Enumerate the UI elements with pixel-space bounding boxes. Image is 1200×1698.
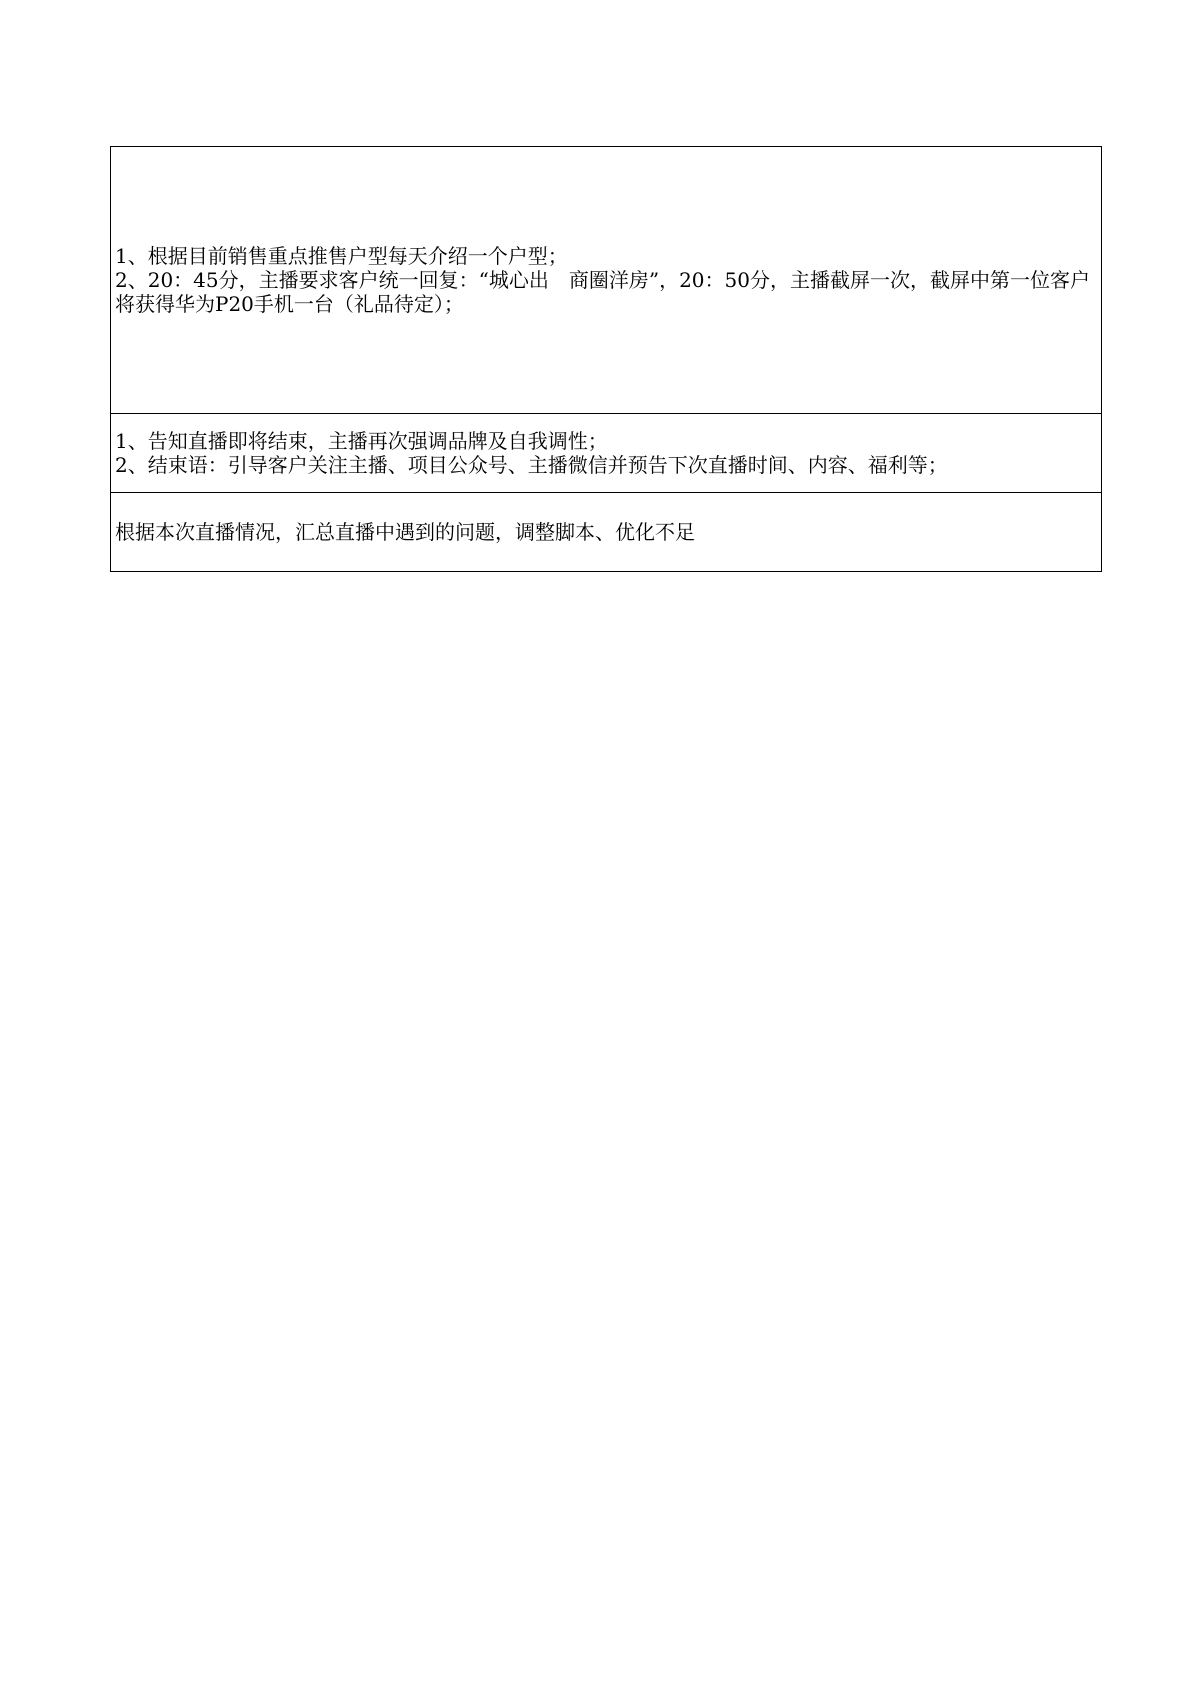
table-row xyxy=(111,147,1102,414)
cell-line: 2、20：45分，主播要求客户统一回复：“城心出 商圈洋房”，20：50分，主播截屏一次，截屏中第一位客户将获得华为P20手机一台（礼品待定）； xyxy=(115,268,1090,316)
cell-line: 1、根据目前销售重点推售户型每天介绍一个户型； xyxy=(115,244,568,268)
cell-line: 根据本次直播情况，汇总直播中遇到的问题，调整脚本、优化不足 xyxy=(115,520,695,544)
table-cell-closing xyxy=(111,414,1102,493)
cell-line: 1、告知直播即将结束，主播再次强调品牌及自我调性； xyxy=(115,429,608,453)
table-row xyxy=(111,414,1102,493)
table-cell-review xyxy=(111,493,1102,572)
script-table xyxy=(110,146,1102,572)
table-cell-product-intro xyxy=(111,147,1102,414)
cell-line: 2、结束语：引导客户关注主播、项目公众号、主播微信并预告下次直播时间、内容、福利等； xyxy=(115,453,948,477)
table-row xyxy=(111,493,1102,572)
